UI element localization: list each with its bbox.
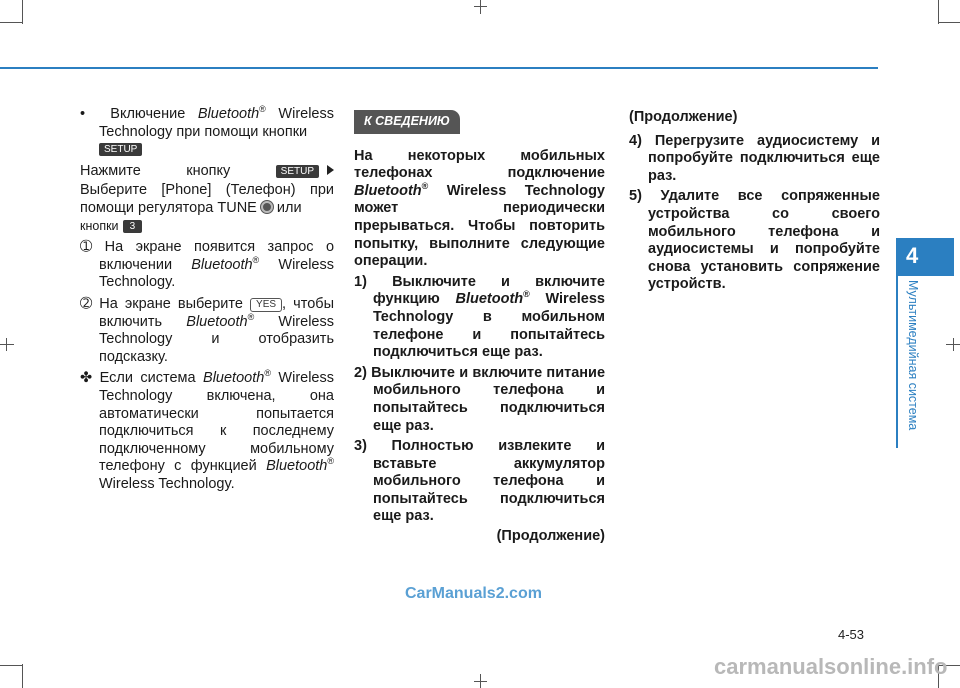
crop-mark xyxy=(480,0,481,14)
text: Wireless Technology может периодически прерываться. Чтобы повторить попытку, выполните следующие операции. xyxy=(354,182,605,270)
text: Wireless Technology. xyxy=(99,475,235,492)
registered-mark: ® xyxy=(259,104,266,114)
text: Выключите и включите питание мобильного телефона и попытайтесь подключиться еще раз. xyxy=(371,364,606,434)
watermark-text: carmanualsonline.info xyxy=(714,654,948,679)
text: На некоторых мобильных телефонах подключение xyxy=(354,147,605,182)
info-item-2 xyxy=(354,365,605,435)
bluetooth-term: Bluetooth xyxy=(203,370,265,387)
crop-mark xyxy=(938,0,939,24)
crop-mark xyxy=(0,344,14,345)
note-icon: ✤ xyxy=(80,370,93,387)
bluetooth-term: Bluetooth xyxy=(266,458,328,475)
chapter-tab xyxy=(896,238,954,276)
chapter-number: 4 xyxy=(906,243,919,268)
registered-mark: ® xyxy=(247,311,255,322)
press-setup-line xyxy=(80,163,334,181)
crop-mark xyxy=(474,6,487,7)
crop-mark xyxy=(0,665,22,666)
bluetooth-term: Bluetooth xyxy=(197,106,260,122)
continued-label: (Продолжение) xyxy=(496,528,605,545)
note xyxy=(80,370,334,493)
registered-mark: ® xyxy=(421,180,429,191)
arrow-right-icon xyxy=(327,165,334,175)
step-1 xyxy=(80,239,334,292)
text: Wireless Technology включена, она автоматически попытается подключиться к последнему подключенному мобильному телефону с функцией xyxy=(99,370,334,475)
registered-mark: ® xyxy=(523,289,530,300)
item-number: 5) xyxy=(629,188,642,205)
bullet-mark: • xyxy=(80,106,86,122)
side-rule xyxy=(896,276,898,448)
bluetooth-term: Bluetooth xyxy=(354,182,422,199)
column-middle xyxy=(354,110,605,548)
crop-mark xyxy=(474,681,487,682)
text: Включение xyxy=(110,106,198,122)
text: кнопки xyxy=(80,218,119,233)
item-number: 1) xyxy=(354,273,367,290)
text: Перегрузите аудиосистему и попробуйте подключиться еще раз. xyxy=(648,132,880,184)
text: Выберите [Phone] (Телефон) при помощи регулятора TUNE xyxy=(80,182,334,216)
setup-key-icon: SETUP xyxy=(99,143,142,156)
text: Если система xyxy=(99,370,204,387)
bluetooth-term: Bluetooth xyxy=(186,313,248,330)
text: На экране появится запрос о включении xyxy=(99,239,335,273)
info-item-1 xyxy=(354,274,605,362)
crop-mark xyxy=(22,664,23,688)
info-item-3 xyxy=(354,438,605,526)
info-intro xyxy=(354,148,605,271)
header-rule xyxy=(0,67,878,69)
crop-mark xyxy=(953,338,954,351)
watermark-link[interactable]: CarManuals2.com xyxy=(405,585,542,602)
item-number: 4) xyxy=(629,132,642,149)
bluetooth-term: Bluetooth xyxy=(455,291,524,308)
information-badge: К СВЕДЕНИЮ xyxy=(354,110,460,134)
registered-mark: ® xyxy=(264,368,271,379)
setup-key-icon: SETUP xyxy=(276,165,319,178)
info-item-4 xyxy=(629,133,880,186)
text: Выключите и включите функцию xyxy=(373,273,605,308)
step-number: ➁ xyxy=(80,295,93,312)
text: , чтобы включить xyxy=(99,295,334,330)
text: На экране выберите xyxy=(99,295,251,312)
page-number: 4-53 xyxy=(838,627,865,642)
section-title: Мультимедийная система xyxy=(906,280,920,431)
tune-knob-icon xyxy=(261,201,273,213)
continued-label: (Продолжение) xyxy=(629,109,738,125)
text: Wireless Technology в мобильном телефоне и попытайтесь подключиться еще раз. xyxy=(373,291,605,361)
registered-mark: ® xyxy=(327,456,334,467)
item-number: 3) xyxy=(354,438,367,455)
text: или xyxy=(276,199,302,216)
enable-bullet xyxy=(80,106,334,159)
text: Нажмите кнопку xyxy=(80,162,231,179)
text: Удалите все сопряженные устройства со своего мобильного телефона и аудиосистемы и попробуйте снова установить сопряжение устройств. xyxy=(648,188,880,293)
step-2 xyxy=(80,296,334,366)
info-item-5 xyxy=(629,188,880,294)
registered-mark: ® xyxy=(252,254,260,265)
crop-mark xyxy=(22,0,23,24)
text: Wireless Technology. xyxy=(99,256,334,291)
text: Wireless Technology и отобразить подсказку. xyxy=(99,313,334,365)
step-number: ➀ xyxy=(80,239,93,256)
key-3-icon: 3 xyxy=(123,220,143,233)
select-phone-line xyxy=(80,182,334,235)
yes-key-icon: YES xyxy=(250,298,282,312)
crop-mark xyxy=(938,22,960,23)
text: Полностью извлеките и вставьте аккумулятор мобильного телефона и попытайтесь подключиться еще раз. xyxy=(373,438,605,525)
bluetooth-term: Bluetooth xyxy=(191,256,253,273)
item-number: 2) xyxy=(354,364,367,381)
text: Wireless Technology при помощи кнопки xyxy=(99,106,335,140)
crop-mark xyxy=(6,338,7,351)
crop-mark xyxy=(0,22,22,23)
column-right xyxy=(629,109,880,296)
column-left xyxy=(80,106,334,495)
